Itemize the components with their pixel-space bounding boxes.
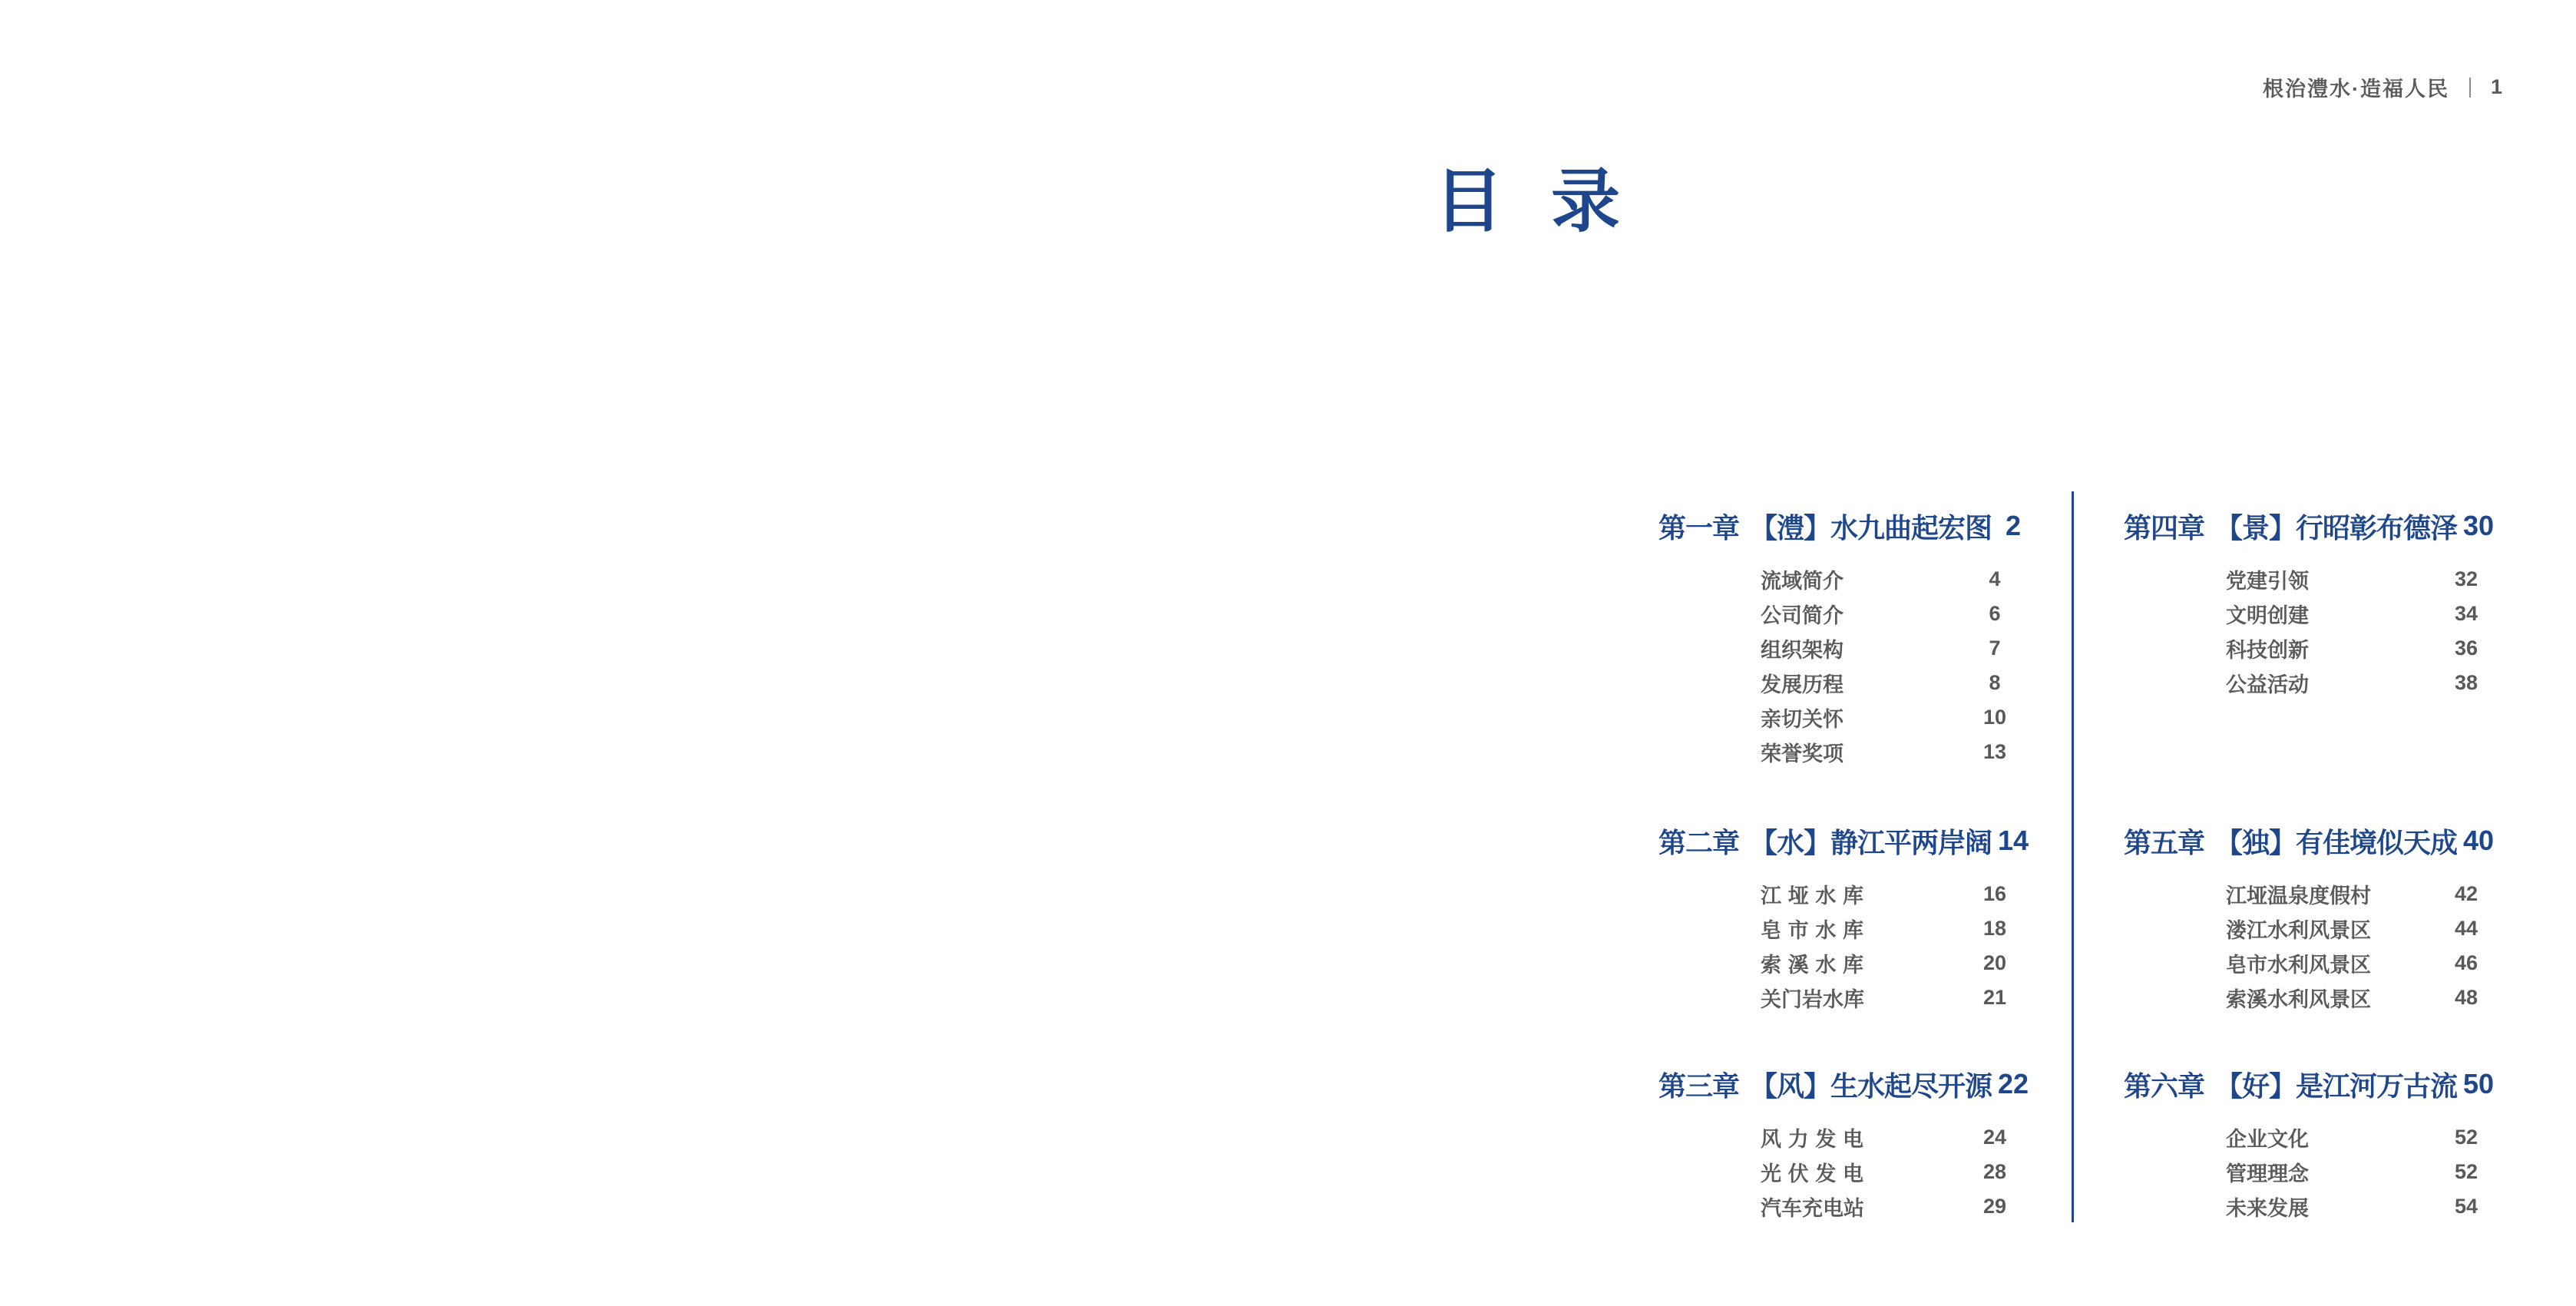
toc-item[interactable] (1761, 911, 2016, 946)
toc-item-page-number: 29 (1982, 1195, 2007, 1218)
toc-item[interactable] (2226, 1155, 2488, 1189)
toc-item-label: 亲切关怀 (1761, 708, 1844, 731)
toc-item[interactable] (2226, 946, 2488, 980)
toc-item[interactable] (1761, 700, 2016, 735)
chapter-entry[interactable] (2124, 1065, 2495, 1103)
toc-item-page-number: 24 (1982, 1126, 2007, 1149)
toc-item-label: 溇江水利风景区 (2226, 919, 2371, 942)
toc-item-label: 组织架构 (1761, 639, 1844, 662)
toc-item[interactable] (1761, 1155, 2016, 1189)
chapter-items (2124, 877, 2488, 1015)
toc-item-page-number: 36 (2454, 636, 2478, 660)
chapter-items (2124, 1120, 2488, 1224)
toc-item-label: 流域简介 (1761, 570, 1844, 593)
chapter-title: 【独】有佳境似天成 (2215, 826, 2458, 858)
chapter-page-number: 50 (2463, 1068, 2495, 1099)
chapter-entry[interactable] (1658, 507, 2022, 545)
toc-item-label: 发展历程 (1761, 673, 1844, 696)
chapter-page-number: 40 (2463, 825, 2495, 856)
chapter-group (2124, 1065, 2495, 1224)
toc-item[interactable] (2226, 877, 2488, 911)
toc-item-label: 未来发展 (2226, 1197, 2309, 1220)
toc-item-page-number: 13 (1982, 740, 2007, 763)
toc-item-label: 皂市水库 (1761, 919, 1863, 942)
toc-item-page-number: 28 (1982, 1160, 2007, 1183)
toc-item[interactable] (2226, 1120, 2488, 1155)
toc-item-label: 风力发电 (1761, 1128, 1863, 1151)
chapter-page-number: 30 (2463, 510, 2495, 541)
toc-item-label: 关门岩水库 (1761, 988, 1864, 1011)
toc-item-label: 皂市水利风景区 (2226, 954, 2371, 977)
chapter-items (2124, 562, 2488, 700)
toc-item-label: 公益活动 (2226, 673, 2309, 696)
toc-item[interactable] (2226, 562, 2488, 597)
toc-item-page-number: 42 (2454, 882, 2478, 905)
chapter-title: 【水】静江平两岸阔 (1750, 826, 1992, 858)
toc-item-page-number: 32 (2454, 567, 2478, 590)
toc-item-label: 索溪水利风景区 (2226, 988, 2371, 1011)
toc-item[interactable] (2226, 631, 2488, 666)
toc-item-page-number: 16 (1982, 882, 2007, 905)
chapter-items (1658, 1120, 2016, 1224)
toc-item[interactable] (2226, 980, 2488, 1015)
chapter-number-label: 第六章 (2124, 1070, 2205, 1102)
page-title (1434, 164, 1620, 240)
chapter-group (1658, 507, 2022, 769)
toc-item[interactable] (1761, 666, 2016, 700)
chapter-title: 【景】行昭彰布德泽 (2215, 511, 2458, 544)
chapter-group (1658, 822, 2029, 1015)
toc-item-label: 荣誉奖项 (1761, 742, 1844, 765)
toc-item-label: 企业文化 (2226, 1128, 2309, 1151)
header-divider-bar (2469, 78, 2471, 98)
toc-item-page-number: 38 (2454, 671, 2478, 694)
toc-item[interactable] (1761, 631, 2016, 666)
chapter-number-label: 第四章 (2124, 511, 2205, 544)
toc-item-label: 科技创新 (2226, 639, 2309, 662)
chapter-title: 【澧】水九曲起宏图 (1750, 511, 1992, 544)
toc-item-label: 管理理念 (2226, 1162, 2309, 1185)
toc-item-page-number: 10 (1982, 706, 2007, 729)
toc-item-label: 公司简介 (1761, 604, 1844, 627)
toc-item[interactable] (1761, 562, 2016, 597)
chapter-entry[interactable] (1658, 822, 2029, 860)
toc-item[interactable] (1761, 597, 2016, 631)
toc-item-label: 光伏发电 (1761, 1162, 1863, 1185)
toc-item-page-number: 21 (1982, 986, 2007, 1009)
toc-item[interactable] (1761, 877, 2016, 911)
toc-item[interactable] (1761, 735, 2016, 769)
toc-item-page-number: 18 (1982, 917, 2007, 940)
toc-item-label: 索溪水库 (1761, 954, 1863, 977)
page-title-char: 录 (1551, 164, 1620, 240)
toc-item-page-number: 44 (2454, 917, 2478, 940)
header-slogan: 根治澧水·造福人民 (2262, 78, 2449, 101)
toc-item-page-number: 52 (2454, 1126, 2478, 1149)
toc-item-page-number: 6 (1989, 602, 2001, 625)
chapter-number-label: 第三章 (1658, 1070, 1740, 1102)
chapter-page-number: 14 (1998, 825, 2029, 856)
chapter-page-number: 22 (1998, 1068, 2029, 1099)
chapter-title: 【风】生水起尽开源 (1750, 1070, 1992, 1102)
toc-item-page-number: 46 (2454, 951, 2478, 974)
chapter-items (1658, 562, 2016, 769)
toc-item[interactable] (1761, 946, 2016, 980)
toc-item-page-number: 8 (1989, 671, 2001, 694)
toc-item-page-number: 48 (2454, 986, 2478, 1009)
toc-item-page-number: 4 (1989, 567, 2001, 590)
chapter-number-label: 第五章 (2124, 826, 2205, 858)
column-divider-line (2072, 491, 2074, 1222)
chapter-entry[interactable] (1658, 1065, 2029, 1103)
chapter-title: 【好】是江河万古流 (2215, 1070, 2458, 1102)
toc-item-label: 党建引领 (2226, 570, 2309, 593)
toc-item-page-number: 7 (1989, 636, 2001, 660)
toc-item[interactable] (2226, 597, 2488, 631)
toc-item-label: 江垭水库 (1761, 884, 1863, 908)
toc-item-page-number: 34 (2454, 602, 2478, 625)
toc-item[interactable] (2226, 911, 2488, 946)
page-title-char: 目 (1434, 164, 1503, 240)
toc-item[interactable] (2226, 1189, 2488, 1224)
chapter-page-number: 2 (2006, 510, 2022, 541)
chapter-number-label: 第二章 (1658, 826, 1740, 858)
toc-item-label: 汽车充电站 (1761, 1197, 1864, 1220)
toc-item-label: 文明创建 (2226, 604, 2309, 627)
toc-item[interactable] (1761, 1120, 2016, 1155)
toc-item-page-number: 20 (1982, 951, 2007, 974)
toc-item[interactable] (1761, 1189, 2016, 1224)
toc-item[interactable] (2226, 666, 2488, 700)
chapter-items (1658, 877, 2016, 1015)
chapter-entry[interactable] (2124, 507, 2495, 545)
chapter-entry[interactable] (2124, 822, 2495, 860)
chapter-group (2124, 822, 2495, 1015)
page-running-header (2263, 72, 2504, 102)
toc-item-page-number: 54 (2454, 1195, 2478, 1218)
header-page-number: 1 (2490, 75, 2504, 98)
chapter-group (1658, 1065, 2029, 1224)
chapter-number-label: 第一章 (1658, 511, 1740, 544)
toc-item[interactable] (1761, 980, 2016, 1015)
toc-item-page-number: 52 (2454, 1160, 2478, 1183)
toc-item-label: 江垭温泉度假村 (2226, 884, 2371, 908)
chapter-group (2124, 507, 2495, 700)
